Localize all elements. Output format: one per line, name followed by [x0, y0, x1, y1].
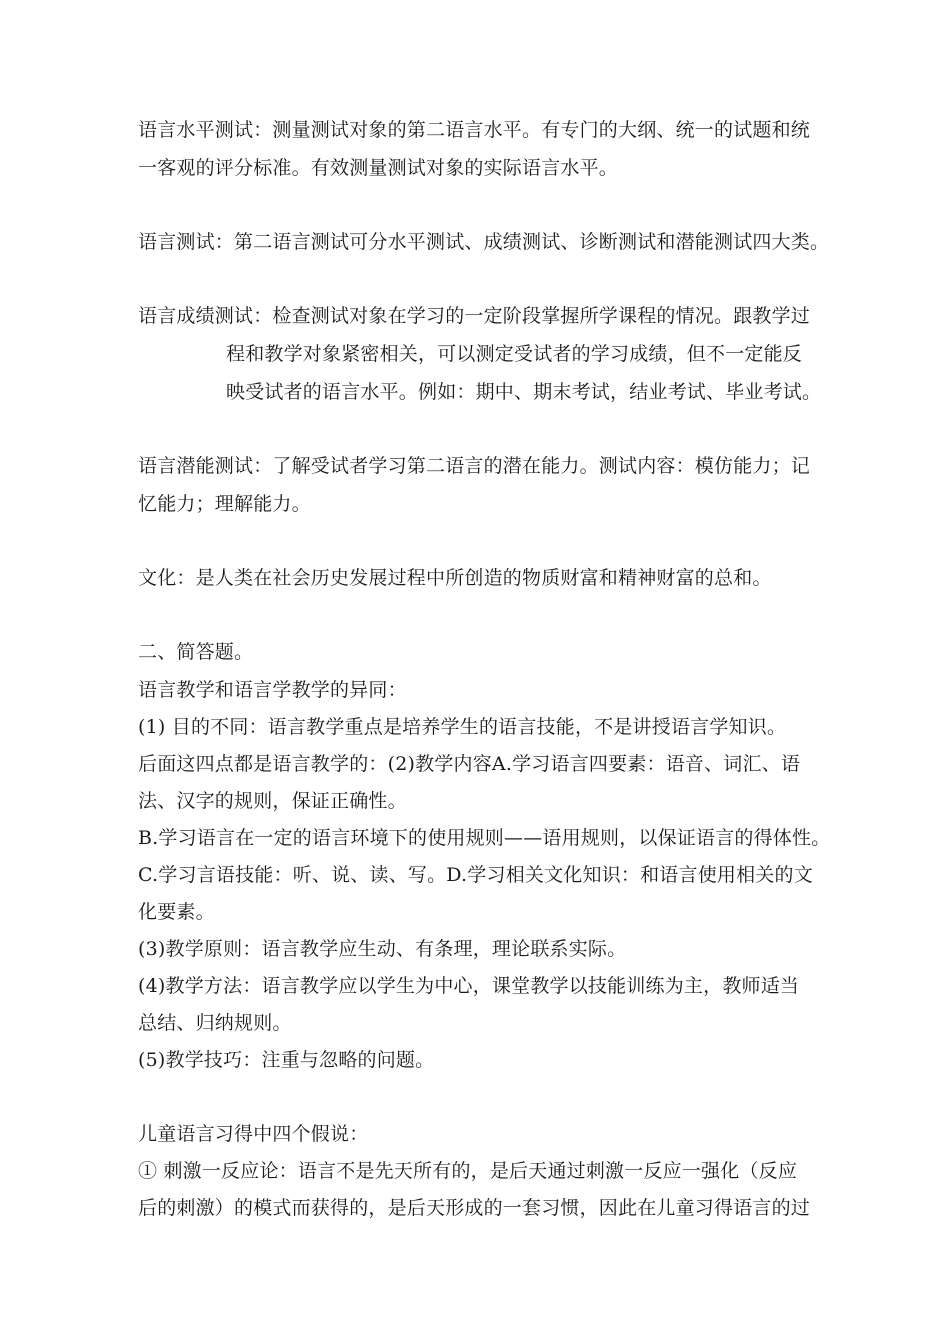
definition-aptitude-test-line-2: 忆能力；理解能力。: [138, 493, 311, 515]
question1-title: 语言教学和语言学教学的异同：: [138, 679, 407, 701]
question1-line-7: (3)教学原则：语言教学应生动、有条理，理论联系实际。: [138, 938, 627, 960]
definition-achievement-test-line-1: 语言成绩测试：检查测试对象在学习的一定阶段掌握所学课程的情况。跟教学过: [138, 305, 811, 327]
question1-line-5: C.学习言语技能：听、说、读、写。D.学习相关文化知识：和语言使用相关的文: [138, 864, 813, 886]
section-heading: 二、简答题。: [138, 641, 254, 663]
definition-achievement-test-line-2: 程和教学对象紧密相关，可以测定受试者的学习成绩，但不一定能反: [226, 343, 803, 365]
definition-achievement-test-line-3: 映受试者的语言水平。例如：期中、期末考试，结业考试、毕业考试。: [226, 381, 822, 403]
question1-line-8: (4)教学方法：语言教学应以学生为中心，课堂教学以技能训练为主，教师适当: [138, 975, 800, 997]
question1-line-3: 法、汉字的规则，保证正确性。: [138, 790, 407, 812]
question1-line-2: 后面这四点都是语言教学的：(2)教学内容A.学习语言四要素：语音、词汇、语: [138, 753, 801, 775]
question1-line-1: (1) 目的不同：语言教学重点是培养学生的语言技能，不是讲授语言学知识。: [138, 716, 787, 738]
definition-culture-line-1: 文化：是人类在社会历史发展过程中所创造的物质财富和精神财富的总和。: [138, 567, 772, 589]
question1-line-9: 总结、归纳规则。: [138, 1012, 292, 1034]
definition-language-proficiency-test-line-1: 语言水平测试：测量测试对象的第二语言水平。有专门的大纲、统一的试题和统: [138, 119, 811, 141]
question2-line-1: ① 刺激一反应论：语言不是先天所有的，是后天通过刺激一反应一强化（反应: [138, 1160, 798, 1182]
question2-title: 儿童语言习得中四个假说：: [138, 1123, 369, 1145]
question1-line-4: B.学习语言在一定的语言环境下的使用规则——语用规则，以保证语言的得体性。: [138, 827, 831, 849]
definition-language-test-line-1: 语言测试：第二语言测试可分水平测试、成绩测试、诊断测试和潜能测试四大类。: [138, 231, 830, 253]
definition-aptitude-test-line-1: 语言潜能测试：了解受试者学习第二语言的潜在能力。测试内容：模仿能力；记: [138, 455, 811, 477]
definition-language-proficiency-test-line-2: 一客观的评分标准。有效测量测试对象的实际语言水平。: [138, 157, 619, 179]
question1-line-6: 化要素。: [138, 901, 215, 923]
question2-line-2: 后的刺激）的模式而获得的，是后天形成的一套习惯，因此在儿童习得语言的过: [138, 1197, 811, 1219]
question1-line-10: (5)教学技巧：注重与忽略的问题。: [138, 1049, 435, 1071]
